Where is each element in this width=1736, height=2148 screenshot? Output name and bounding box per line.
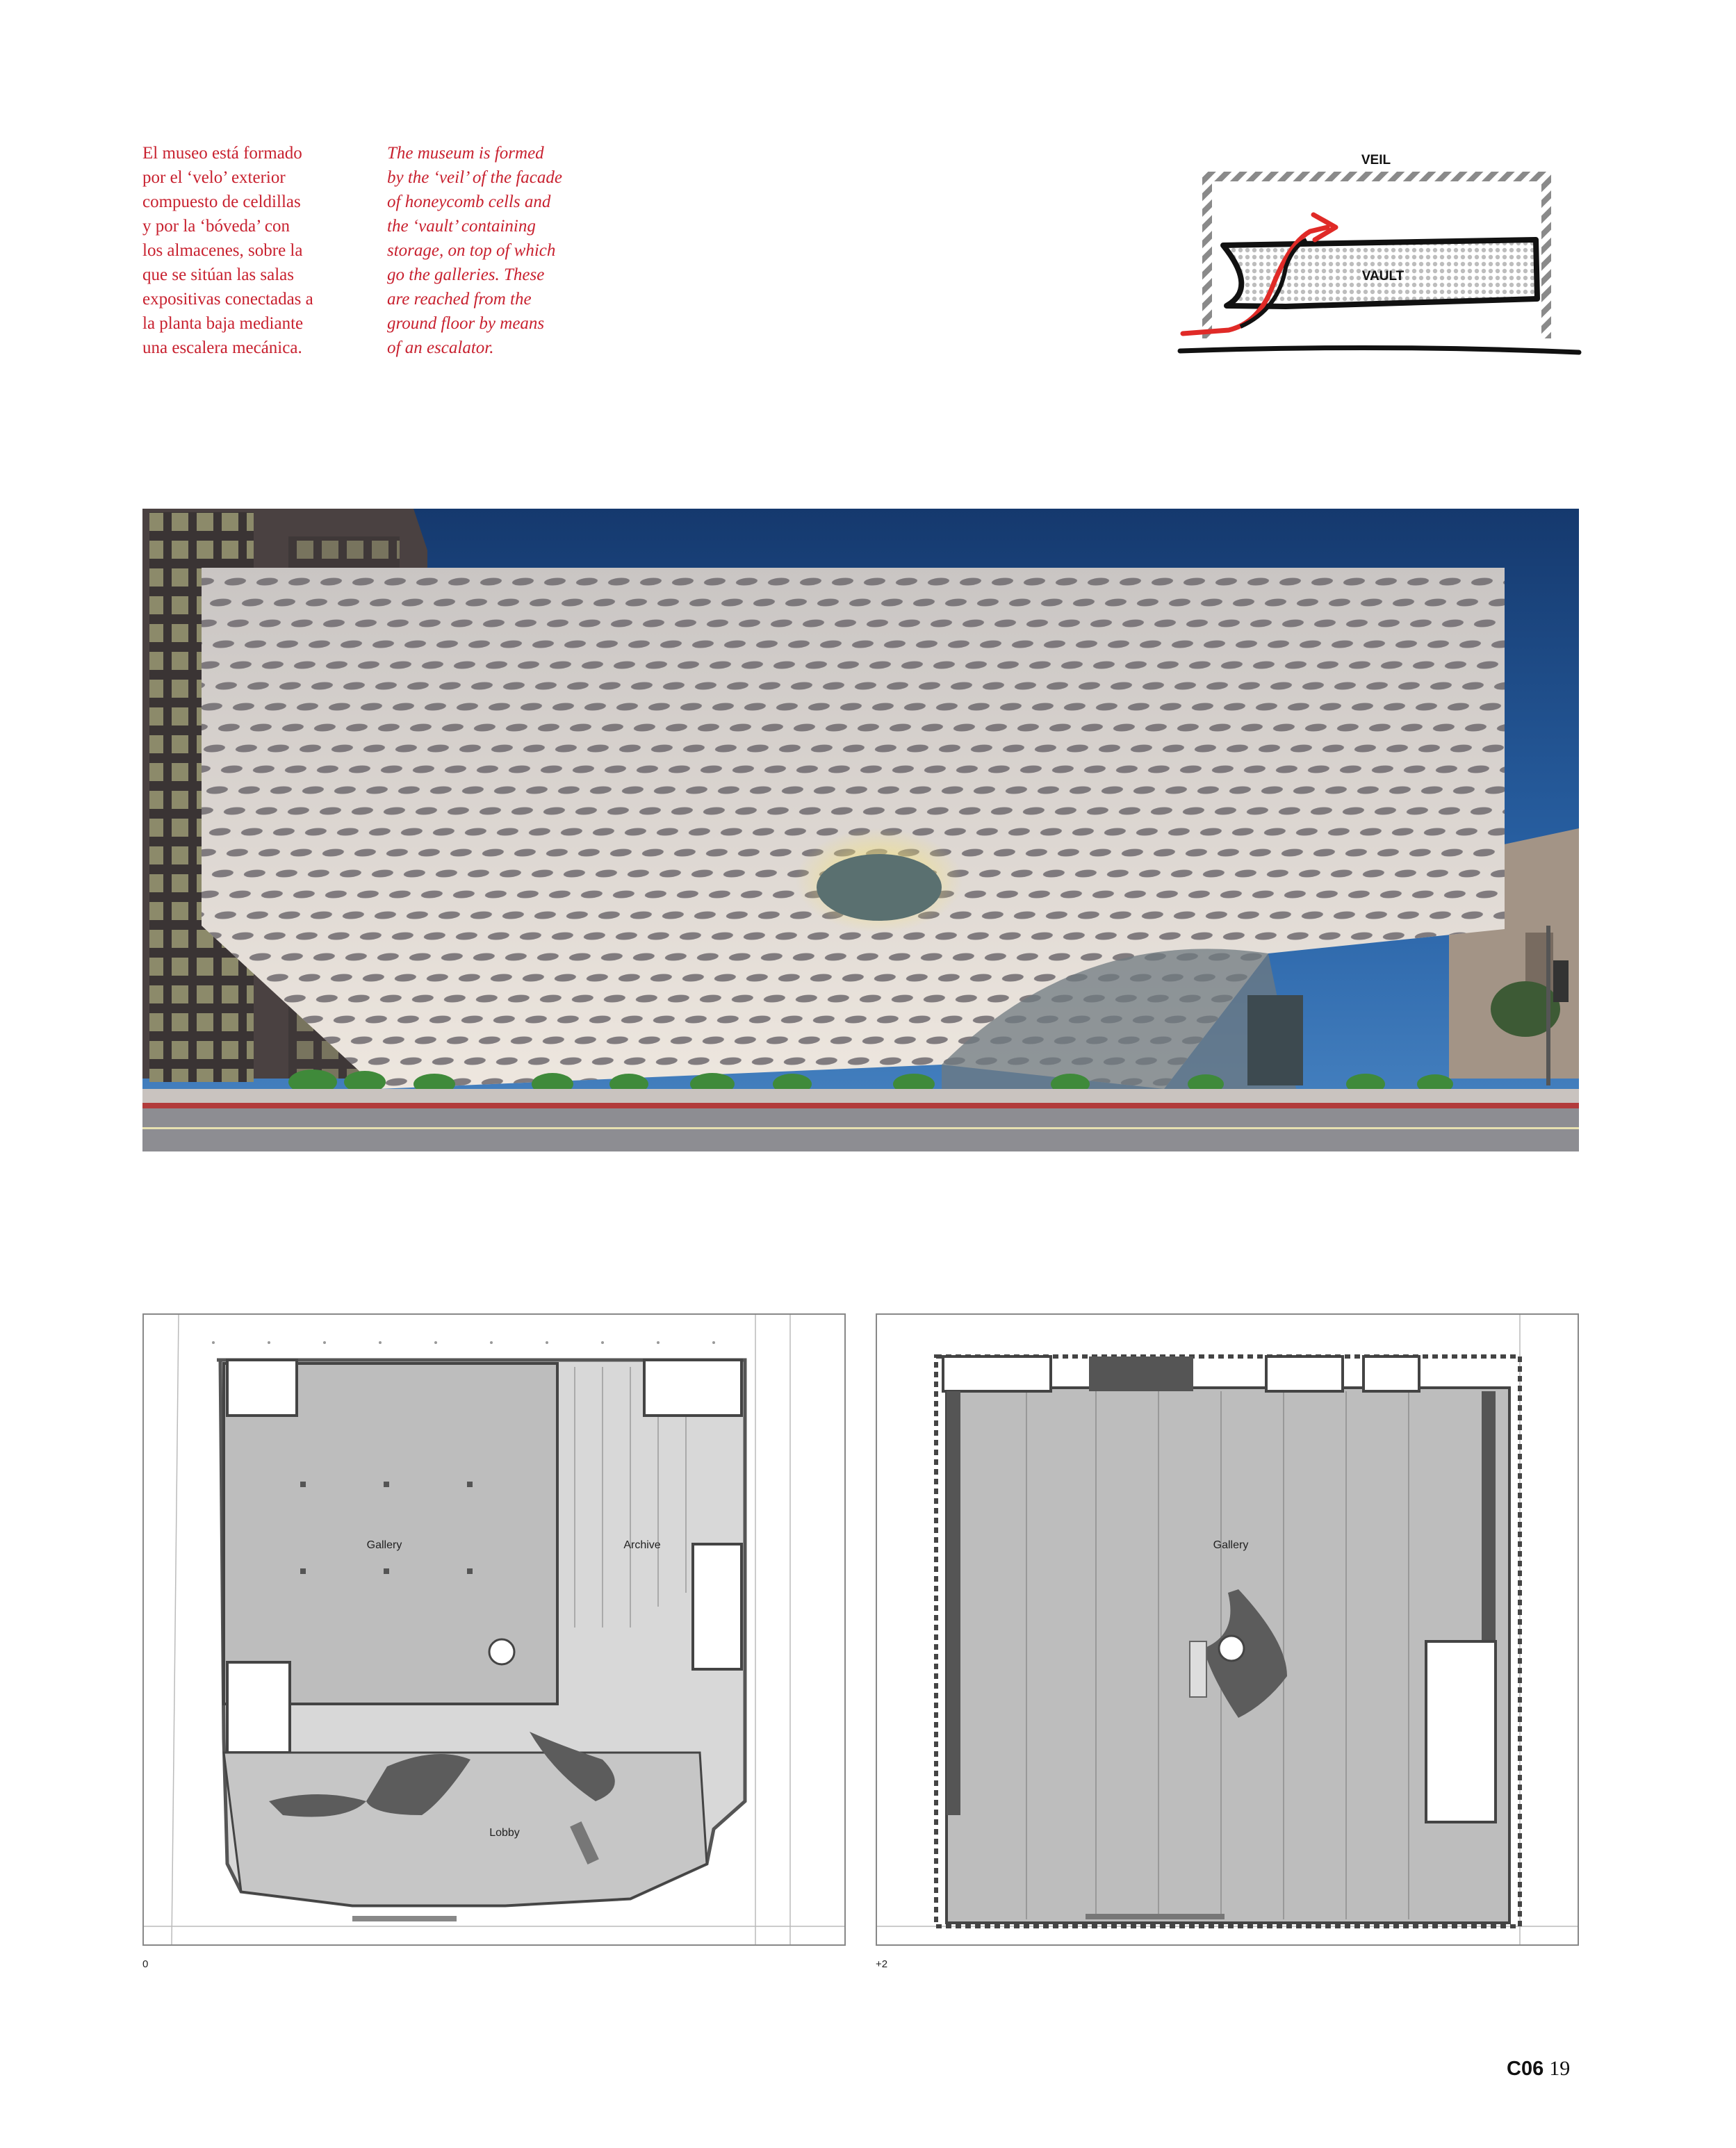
veil-label: VEIL	[1361, 153, 1391, 167]
room-label-gallery-upper: Gallery	[1213, 1539, 1249, 1551]
magazine-code: C06	[1507, 2058, 1544, 2080]
page-number: 19	[1549, 2057, 1571, 2080]
plan-level-label: 0	[142, 1958, 149, 1970]
caption-english: The museum is formed by the ‘veil’ of the facade of honeycomb cells and the ‘vault’ containing storage, on top of which go the galleries. These are reached from the ground floor by means of an escalator.	[387, 144, 562, 357]
vault-label: VAULT	[1361, 269, 1405, 284]
page-folio	[1507, 2057, 1570, 2081]
room-label-lobby: Lobby	[489, 1827, 520, 1839]
room-label-gallery: Gallery	[366, 1539, 402, 1551]
plan-level-label-upper: +2	[876, 1958, 888, 1970]
building-photo	[142, 509, 1579, 1151]
floor-plan-level-0	[142, 1313, 846, 1946]
caption-spanish: El museo está formado por el ‘velo’ exterior compuesto de celdillas y por la ‘bóveda’ con los almacenes, sobre la que se sitúan las salas expositivas conectadas a la planta baja mediante una escalera mecánica.	[142, 144, 313, 357]
veil-vault-diagram	[1174, 142, 1584, 365]
room-label-archive: Archive	[623, 1539, 661, 1551]
floor-plan-level-2	[876, 1313, 1579, 1946]
